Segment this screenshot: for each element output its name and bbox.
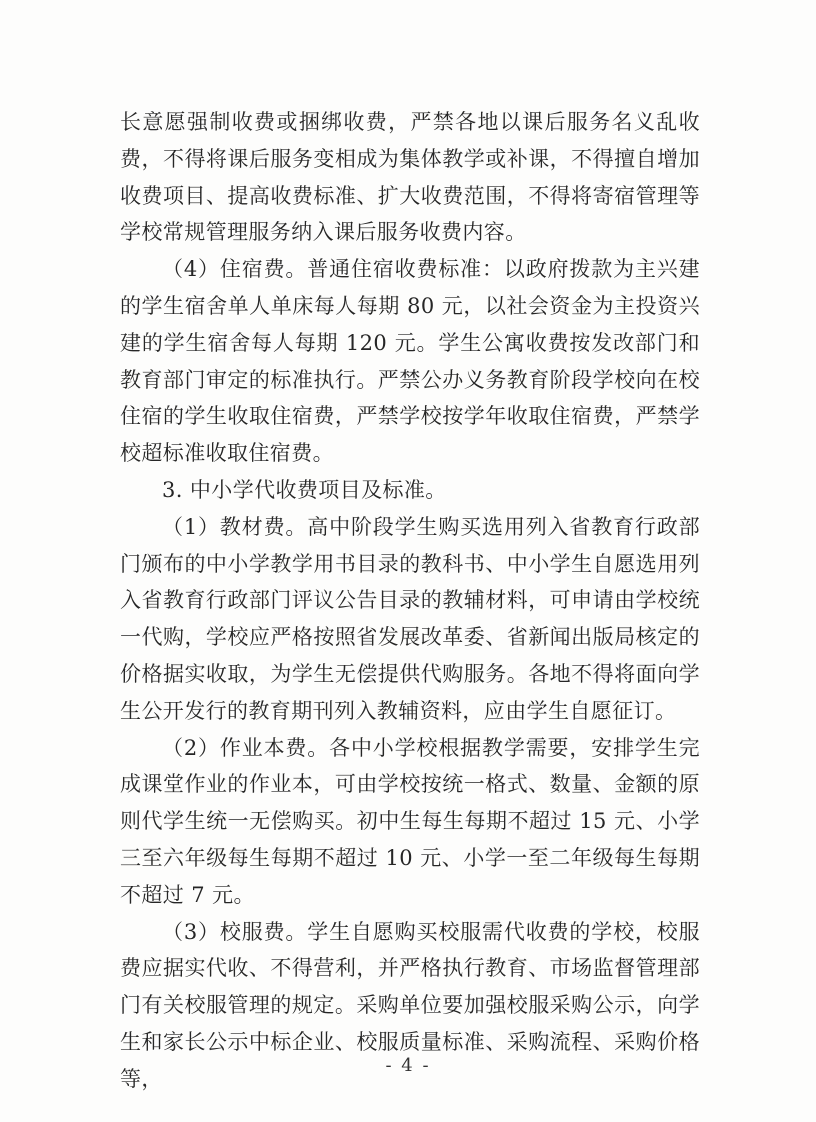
document-body [120, 104, 700, 1098]
paragraph-accommodation-fee: （4）住宿费。普通住宿收费标准：以政府拨款为主兴建的学生宿舍单人单床每人每期 80 元，以社会资金为主投资兴建的学生宿舍每人每期 120 元。学生公寓收费按发改部门和教育部门审定的标准执行。严禁公办义务教育阶段学校向在校住宿的学生收取住宿费，严禁学校按学年收取住宿费，严禁学校超标准收取住宿费。 [120, 257, 700, 466]
paragraph-uniform-fee: （3）校服费。学生自愿购买校服需代收费的学校，校服费应据实代收、不得营利，并严格执行教育、市场监督管理部门有关校服管理的规定。采购单位要加强校服采购公示，向学生和家长公示中标企业、校服质量标准、采购流程、采购价格等， [120, 919, 700, 1091]
paragraph-continuation: 长意愿强制收费或捆绑收费，严禁各地以课后服务名义乱收费，不得将课后服务变相成为集体教学或补课，不得擅自增加收费项目、提高收费标准、扩大收费范围，不得将寄宿管理等学校常规管理服务纳入课后服务收费内容。 [120, 110, 700, 245]
page-number: - 4 - [385, 1055, 431, 1076]
paragraph-textbook-fee: （1）教材费。高中阶段学生购买选用列入省教育行政部门颁布的中小学教学用书目录的教科书、中小学生自愿选用列入省教育行政部门评议公告目录的教辅材料，可申请由学校统一代购，学校应严格按照省发展改革委、省新闻出版局核定的价格据实收取，为学生无偿提供代购服务。各地不得将面向学生公开发行的教育期刊列入教辅资料，应由学生自愿征订。 [120, 514, 700, 723]
section-heading-collection-items: 3. 中小学代收费项目及标准。 [162, 477, 447, 502]
paragraph-exercise-book-fee: （2）作业本费。各中小学校根据教学需要，安排学生完成课堂作业的作业本，可由学校按统一格式、数量、金额的原则代学生统一无偿购买。初中生每生每期不超过 15 元、小学三至六年级每生每期不超过 10 元、小学一至二年级每生每期不超过 7 元。 [120, 735, 700, 907]
